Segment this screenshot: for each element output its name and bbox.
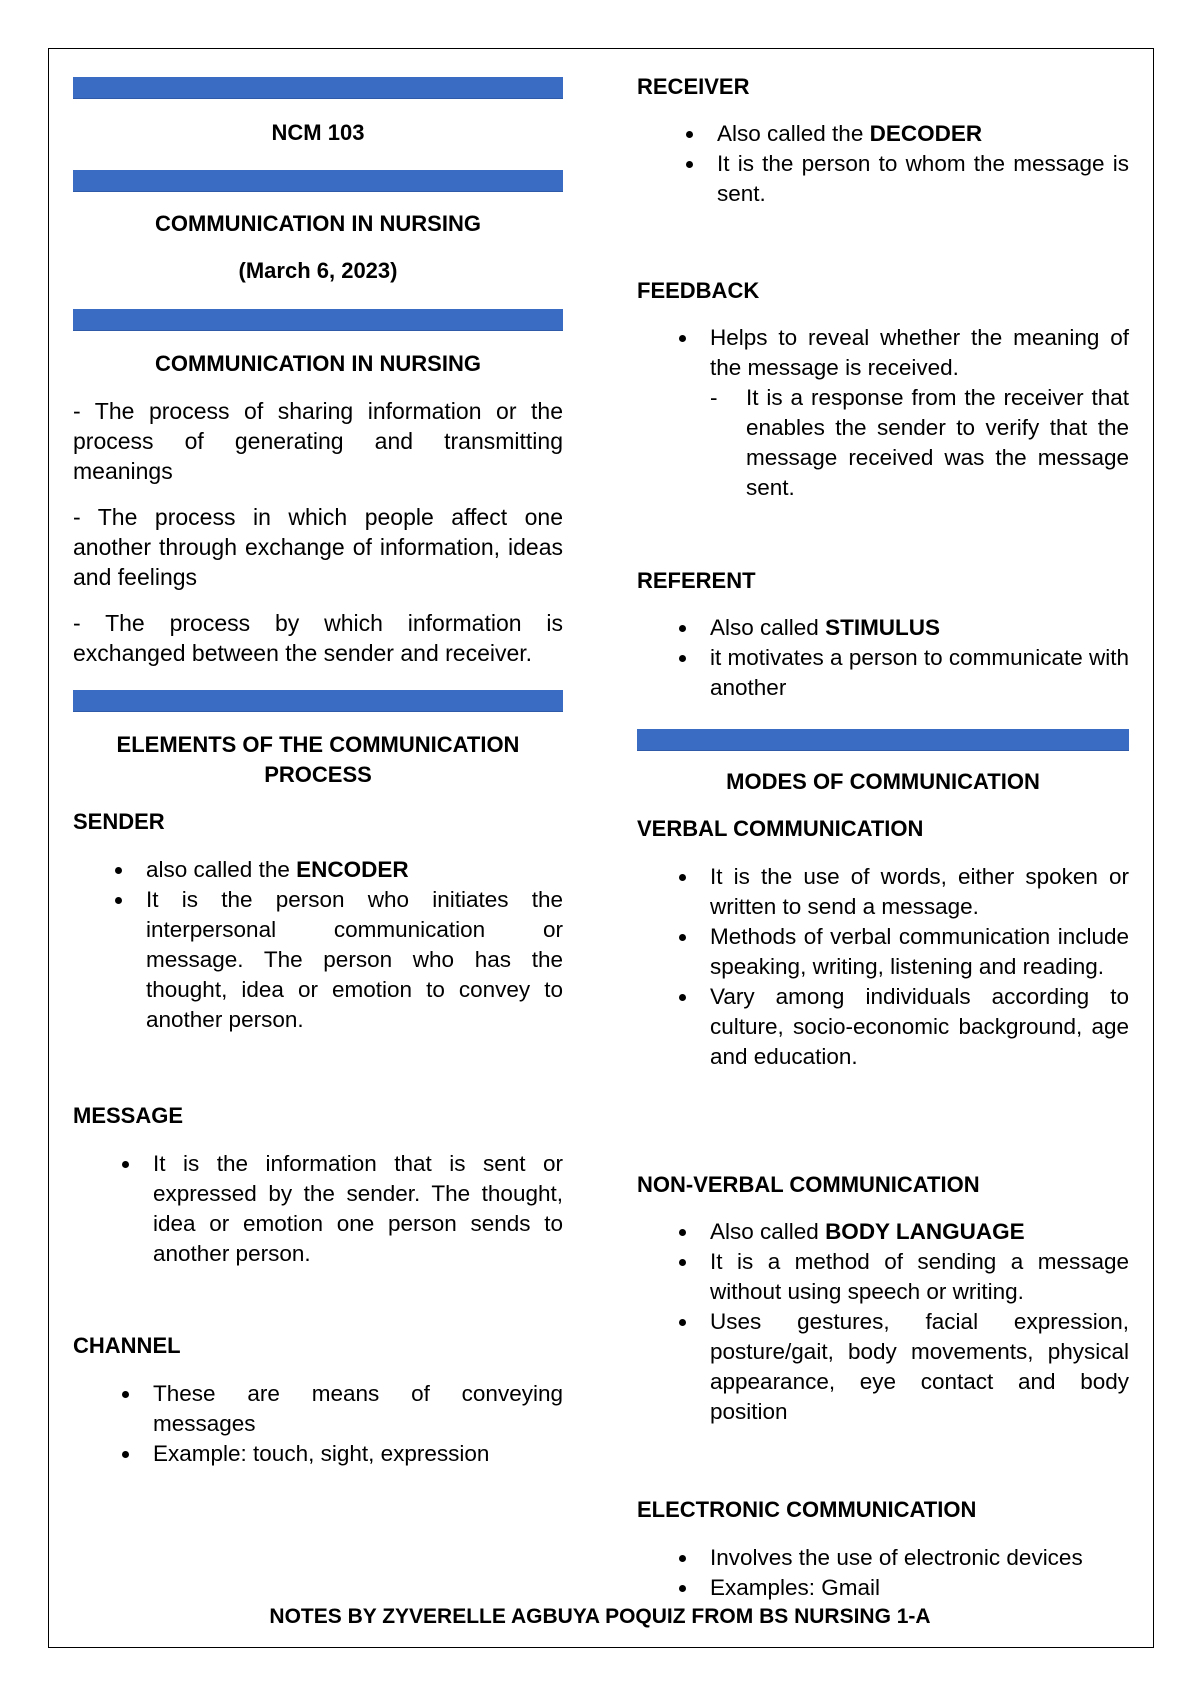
section-bar-elements (73, 690, 563, 712)
elements-heading (73, 730, 563, 790)
verbal-heading: VERBAL COMMUNICATION (637, 816, 924, 841)
bullet-icon (679, 1229, 686, 1236)
feedback-subitem: - It is a response from the receiver that enables the sender to verify that the message received was the message sent. (710, 385, 1129, 500)
bullet-icon (122, 1391, 129, 1398)
list-item: Involves the use of electronic devices (710, 1543, 1129, 1573)
list-item: Helps to reveal whether the meaning of the message is received. (710, 323, 1129, 383)
list-item: Uses gestures, facial expression, posture/gait, body movements, physical appearance, eye contact and body position (710, 1307, 1129, 1427)
list-item: These are means of conveying messages (153, 1379, 563, 1439)
header-bar-3 (73, 309, 563, 331)
definition-line-3: - The process by which information is exchanged between the sender and receiver. (73, 610, 563, 666)
bullet-icon (122, 1451, 129, 1458)
nonverbal-list (710, 1217, 1129, 1427)
definition-line-1: - The process of sharing information or the process of generating and transmitting meanings (73, 398, 563, 484)
nonverbal-heading: NON-VERBAL COMMUNICATION (637, 1172, 980, 1197)
sender-heading: SENDER (73, 809, 165, 834)
list-item: It is the person to whom the message is sent. (717, 149, 1129, 209)
definition-line-2: - The process in which people affect one another through exchange of information, ideas and feelings (73, 504, 563, 590)
body-language-term: BODY LANGUAGE (825, 1219, 1025, 1244)
bullet-icon (115, 897, 122, 904)
bullet-icon (679, 1259, 686, 1266)
bullet-icon (686, 161, 693, 168)
bullet-icon (115, 867, 122, 874)
modes-heading: MODES OF COMMUNICATION (726, 769, 1040, 794)
list-item: Also called STIMULUS (710, 613, 1129, 643)
bullet-icon (679, 934, 686, 941)
list-item: Example: touch, sight, expression (153, 1439, 563, 1469)
verbal-list (710, 862, 1129, 1072)
referent-list (710, 613, 1129, 703)
decoder-term: DECODER (869, 121, 983, 146)
stimulus-term: STIMULUS (825, 615, 941, 640)
list-item: also called the ENCODER (146, 855, 563, 885)
electronic-list (710, 1543, 1129, 1603)
bullet-icon (679, 625, 686, 632)
dash-marker: - (710, 385, 718, 410)
list-item: Methods of verbal communication include speaking, writing, listening and reading. (710, 922, 1129, 982)
receiver-list (717, 119, 1129, 209)
list-item: It is the person who initiates the interpersonal communication or message. The person who has the thought, idea or emotion to convey to another person. (146, 885, 563, 1035)
doc-date: (March 6, 2023) (238, 258, 398, 283)
channel-heading: CHANNEL (73, 1333, 181, 1358)
bullet-icon (679, 1555, 686, 1562)
message-heading: MESSAGE (73, 1103, 184, 1128)
bullet-icon (679, 1585, 686, 1592)
list-item: It is the use of words, either spoken or written to send a message. (710, 862, 1129, 922)
bullet-icon (122, 1161, 129, 1168)
bullet-icon (679, 1319, 686, 1326)
elements-heading-line2: PROCESS (264, 762, 372, 787)
list-item: It is the information that is sent or expressed by the sender. The thought, idea or emotion one person sends to another person. (153, 1149, 563, 1269)
referent-heading: REFERENT (637, 568, 756, 593)
list-item: Also called the DECODER (717, 119, 1129, 149)
electronic-heading: ELECTRONIC COMMUNICATION (637, 1497, 977, 1522)
list-item: Also called BODY LANGUAGE (710, 1217, 1129, 1247)
header-bar-1 (73, 77, 563, 99)
receiver-heading: RECEIVER (637, 74, 750, 99)
list-item: Examples: Gmail (710, 1573, 1129, 1603)
list-item: Vary among individuals according to culture, socio-economic background, age and education. (710, 982, 1129, 1072)
bullet-icon (679, 655, 686, 662)
list-item: it motivates a person to communicate with another (710, 643, 1129, 703)
bullet-icon (686, 131, 693, 138)
message-list (153, 1149, 563, 1269)
bullet-icon (679, 994, 686, 1001)
section-bar-modes (637, 729, 1129, 751)
header-bar-2 (73, 170, 563, 192)
sender-list (146, 855, 563, 1035)
feedback-heading: FEEDBACK (637, 278, 760, 303)
encoder-term: ENCODER (296, 857, 409, 882)
bullet-icon (679, 335, 686, 342)
definition-heading: COMMUNICATION IN NURSING (155, 351, 481, 376)
bullet-icon (679, 874, 686, 881)
channel-list (153, 1379, 563, 1469)
feedback-list (710, 323, 1129, 383)
doc-title: COMMUNICATION IN NURSING (155, 211, 481, 236)
elements-heading-line1: ELEMENTS OF THE COMMUNICATION (116, 732, 520, 757)
right-column (637, 0, 1129, 1600)
footer-credit: NOTES BY ZYVERELLE AGBUYA POQUIZ FROM BS NURSING 1-A (269, 1605, 931, 1628)
course-code: NCM 103 (271, 120, 365, 145)
list-item: It is a method of sending a message without using speech or writing. (710, 1247, 1129, 1307)
